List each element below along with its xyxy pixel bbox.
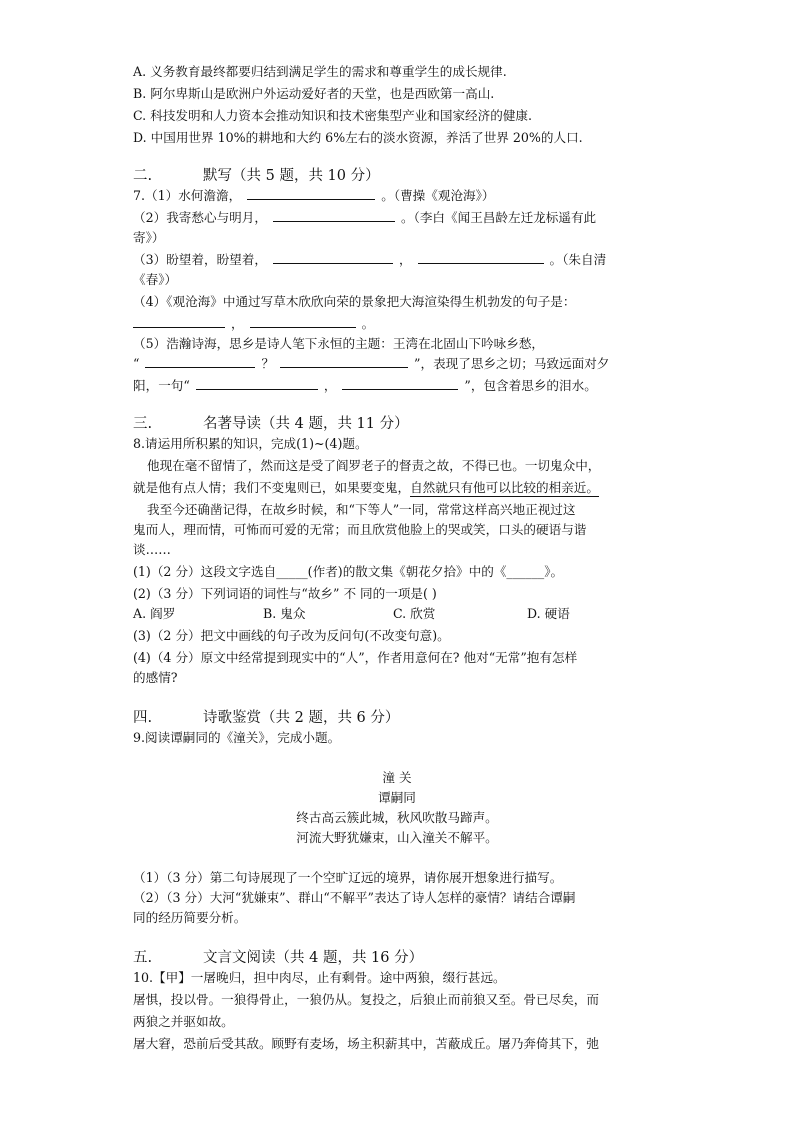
section-4-heading <box>133 708 399 728</box>
q8-2: (2)（3 分）下列词语的词性与“故乡” 不 同的一项是( ) <box>133 586 437 601</box>
q8-3: (3)（2 分）把文中画线的句子改为反问句(不改变句意)。 <box>133 628 450 643</box>
passage-line: 10.【甲】一屠晚归，担中肉尽，止有剩骨。途中两狼，缀行甚远。 <box>133 970 506 985</box>
q9-1: （1）（3 分）第二句诗展现了一个空旷辽远的境界，请你展开想象进行描写。 <box>133 870 563 885</box>
q8-intro: 8.请运用所积累的知识，完成(1)~(4)题。 <box>133 436 368 451</box>
q7-1-source: 。（曹操《观沧海》） <box>381 188 495 203</box>
section-title: 诗歌鉴赏（共 2 题，共 6 分） <box>203 710 400 726</box>
q8-4-cont: 的感情? <box>133 670 178 685</box>
q7-5-line2 <box>133 354 609 374</box>
q7-1 <box>133 186 495 206</box>
passage-text: 就是他有点人情；我们不变鬼则已，如果要变鬼， <box>133 480 411 495</box>
answer-blank[interactable] <box>273 208 395 222</box>
q7-1-text: 7.（1）水何澹澹， <box>133 188 242 203</box>
answer-blank[interactable] <box>342 376 458 390</box>
option-d: D. 中国用世界 10%的耕地和大约 6%左右的淡水资源，养活了世界 20%的人口. <box>133 130 583 145</box>
option-c: C. 欣赏 <box>393 606 436 621</box>
q7-5-line3 <box>133 376 597 396</box>
q7-5-text: 阳，一句“ <box>133 378 190 393</box>
q7-5: （5）浩瀚诗海，思乡是诗人笔下永恒的主题：王湾在北固山下吟咏乡愁， <box>133 336 545 351</box>
section-number: 四. <box>133 710 153 726</box>
q8-1: (1)（2 分）这段文字选自_____(作者)的散文集《朝花夕拾》中的《______》。 <box>133 564 564 579</box>
option-a: A. 阎罗 <box>133 606 176 621</box>
option-b: B. 阿尔卑斯山是欧洲户外运动爱好者的天堂，也是西欧第一高山. <box>133 86 495 101</box>
q7-4-answers <box>133 314 374 334</box>
q7-4: （4）《观沧海》中通过写草木欣欣向荣的景象把大海渲染得生机勃发的句子是： <box>133 294 576 309</box>
passage-line <box>133 478 599 498</box>
passage-line: 屠大窘，恐前后受其敌。顾野有麦场，场主积薪其中，苫蔽成丘。屠乃奔倚其下，弛 <box>133 1036 599 1051</box>
passage-line: 两狼之并驱如故。 <box>133 1014 234 1029</box>
comma: ， <box>398 252 412 267</box>
q9-2: （2）（3 分）大河“犹嫌束”、群山“不解平”表达了诗人怎样的豪情？请结合谭嗣 <box>133 890 576 905</box>
comma: ， <box>231 316 244 331</box>
passage-line: 我至今还确凿记得，在故乡时候，和“下等人”一同，常常这样高兴地正视过这 <box>147 502 576 517</box>
underlined-sentence: 自然就只有他可以比较的相亲近。 <box>410 480 599 495</box>
q7-2-source: 。（李白《闻王昌龄左迁龙标遥有此 <box>400 210 597 225</box>
quote-open: “ <box>133 356 140 371</box>
q8-4: (4)（4 分）原文中经常提到现实中的“人”，作者用意何在? 他对“无常”抱有怎样 <box>133 650 578 665</box>
period: 。 <box>361 316 375 331</box>
answer-blank[interactable] <box>196 376 318 390</box>
section-number: 二. <box>133 168 153 184</box>
section-number: 五. <box>133 950 153 966</box>
q7-5-text: ”，表现了思乡之切；马致远面对夕 <box>414 356 610 371</box>
answer-blank[interactable] <box>247 186 375 200</box>
q9-intro: 9.阅读谭嗣同的《潼关》，完成小题。 <box>133 730 341 745</box>
q7-2 <box>133 208 596 228</box>
q7-3-cont: 《春》） <box>133 272 178 287</box>
section-3-heading <box>133 414 409 434</box>
section-number: 三. <box>133 416 153 432</box>
q9-2-cont: 同的经历简要分析。 <box>133 910 247 925</box>
passage-line: 他现在毫不留情了，然而这是受了阎罗老子的督责之故，不得已也。一切鬼众中， <box>147 458 601 473</box>
passage-line: 鬼而人，理而情，可怖而可爱的无常；而且欣赏他脸上的哭或笑，口头的硬语与谐 <box>133 522 587 537</box>
answer-blank[interactable] <box>133 314 225 328</box>
q7-3-source: 。（朱自清 <box>549 252 607 267</box>
q8-2-options <box>133 604 570 624</box>
section-title: 名著导读（共 4 题，共 11 分） <box>203 416 409 432</box>
q7-2-text: （2）我寄愁心与明月， <box>133 210 267 225</box>
poem-line: 河流大野犹嫌束，山入潼关不解平。 <box>296 830 498 845</box>
q7-3-text: （3）盼望着，盼望着， <box>133 252 267 267</box>
option-b: B. 鬼众 <box>263 606 306 621</box>
poem-line: 终古高云簇此城，秋风吹散马蹄声。 <box>296 810 498 825</box>
section-title: 文言文阅读（共 4 题，共 16 分） <box>203 950 424 966</box>
passage-line: 屠惧，投以骨。一狼得骨止，一狼仍从。复投之，后狼止而前狼又至。骨已尽矣，而 <box>133 992 599 1007</box>
answer-blank[interactable] <box>418 250 544 264</box>
answer-blank[interactable] <box>145 354 255 368</box>
answer-blank[interactable] <box>273 250 393 264</box>
poem-author: 谭嗣同 <box>378 790 416 805</box>
q7-2-cont: 寄》） <box>133 230 165 245</box>
section-2-heading <box>133 166 380 186</box>
option-a: A. 义务教育最终都要归结到满足学生的需求和尊重学生的成长规律. <box>133 64 507 79</box>
q7-3 <box>133 250 606 270</box>
q7-5-text: ”，包含着思乡的泪水。 <box>464 378 597 393</box>
poem-title: 潼 关 <box>382 770 412 785</box>
answer-blank[interactable] <box>280 354 408 368</box>
answer-blank[interactable] <box>250 314 356 328</box>
option-c: C. 科技发明和人力资本会推动知识和技术密集型产业和国家经济的健康. <box>133 108 533 123</box>
question-mark: ？ <box>261 356 275 371</box>
section-title: 默写（共 5 题，共 10 分） <box>203 168 380 184</box>
section-5-heading <box>133 948 423 968</box>
passage-line: 谈…… <box>133 542 171 557</box>
option-d: D. 硬语 <box>527 606 570 621</box>
comma: ， <box>323 378 337 393</box>
